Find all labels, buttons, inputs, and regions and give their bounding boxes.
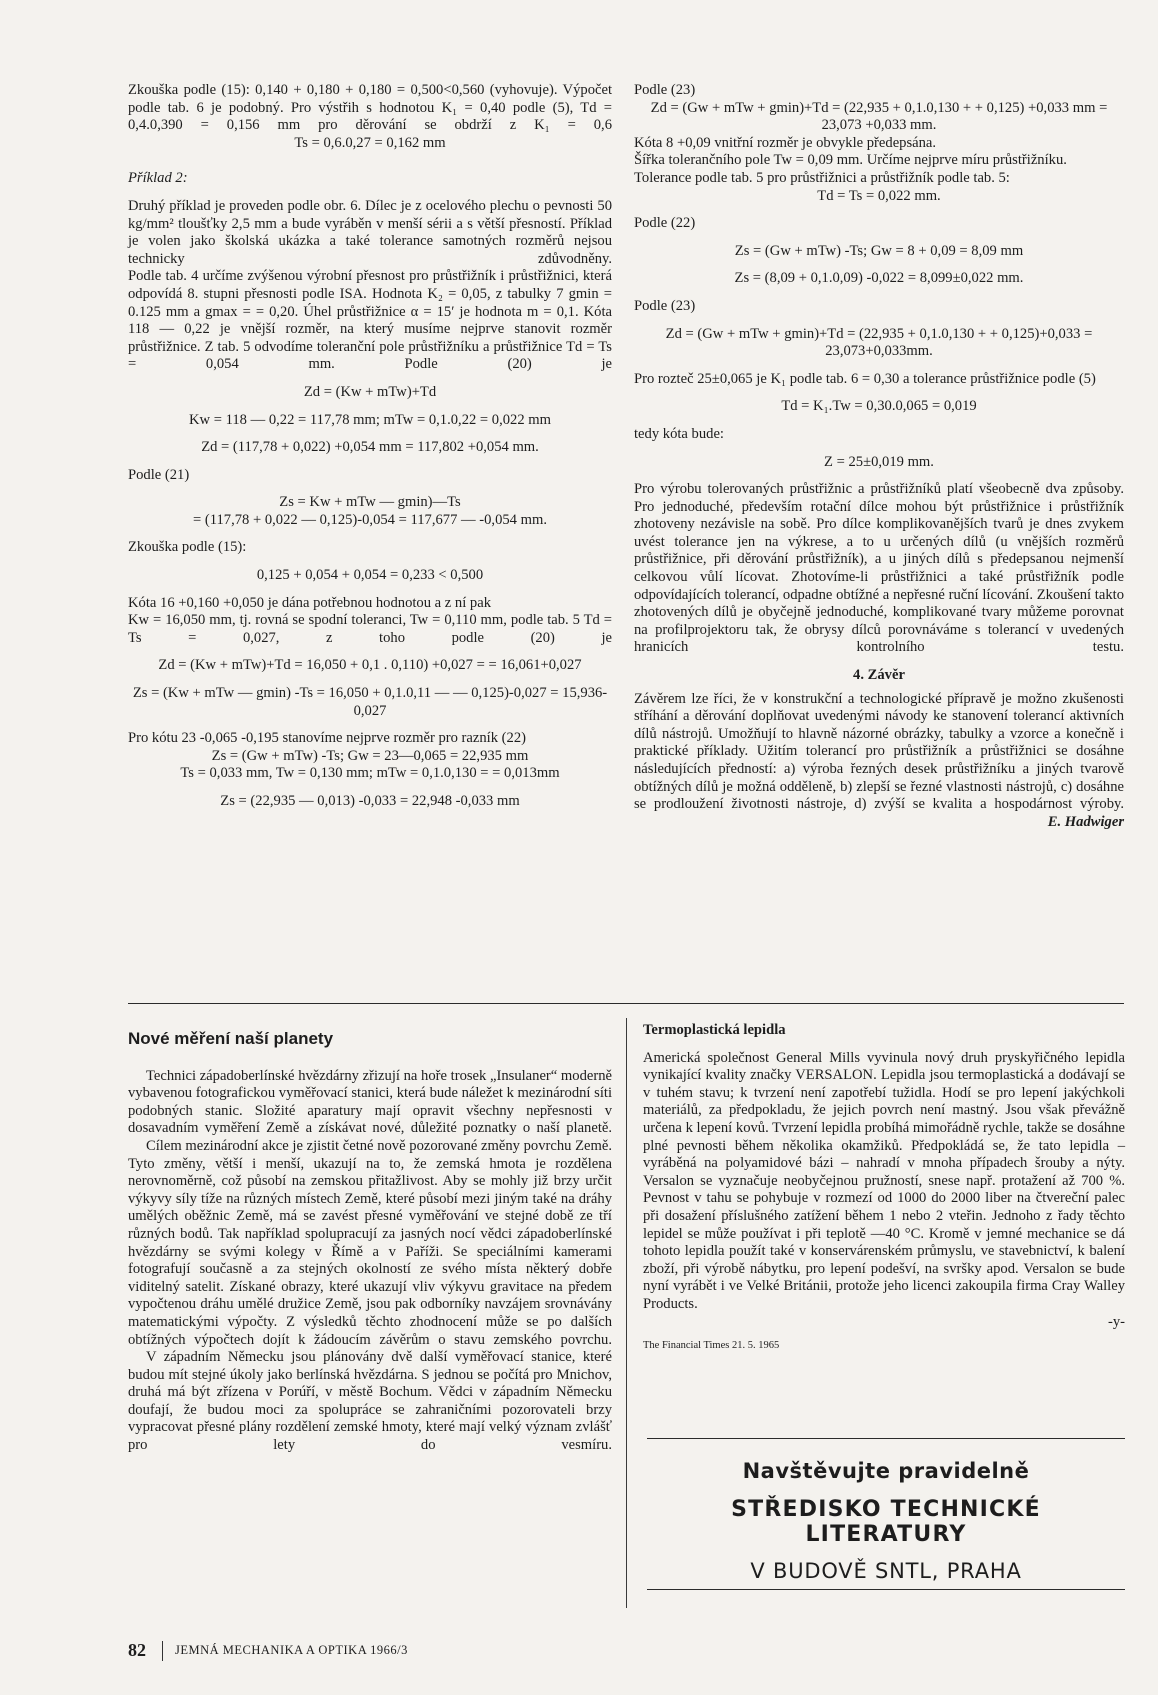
- advertisement-box: [647, 1438, 1125, 1590]
- ad-line-1: Navštěvujte pravidelně: [742, 1459, 1030, 1483]
- ad-line-2: STŘEDISKO TECHNICKÉ LITERATURY: [731, 1497, 1041, 1547]
- news-paragraph: Technici západoberlínské hvězdárny zřizují na hoře trosek „Insulaner“ moderně vybavenou fotografickou vyměřovací stanici, která bude náležet k mezinárodní síti podobných stanic. Složité aparatury mají opravit všechny nepřesnosti v dosavadním vyměření Země a získávat nové, důležité poznatky o naší planetě.: [128, 1067, 612, 1137]
- article-text-block: Zs = (Gw + mTw) -Ts; Gw = 23—0,065 = 22,935 mm: [211, 747, 529, 764]
- article-text-block: Pro kótu 23 -0,065 -0,195 stanovíme nejprve rozměr pro razník (22): [128, 730, 526, 747]
- article-text-block: Zd = (Gw + mTw + gmin)+Td = (22,935 + 0,1.0,130 + + 0,125)+0,033 = 23,073+0,033mm.: [665, 325, 1093, 360]
- article-text-block: Zs = (Kw + mTw — gmin) -Ts = 16,050 + 0,1.0,11 — — 0,125)-0,027 = 15,936-0,027: [132, 685, 608, 719]
- article-text-block: Podle (22): [634, 215, 696, 232]
- conclusion-heading: 4. Závěr: [853, 667, 905, 684]
- article-text-block: Zs = (Gw + mTw) -Ts; Gw = 8 + 0,09 = 8,09 mm: [734, 242, 1024, 259]
- page-number: 82: [128, 1640, 146, 1660]
- article-text-block: Zs = (22,935 — 0,013) -0,033 = 22,948 -0,033 mm: [220, 793, 520, 809]
- news-left-column: [128, 1030, 612, 1455]
- article-text-block: Pro výrobu tolerovaných průstřižnic a průstřižníků platí všeobecně dva způsoby. Pro jednoduché, především rotační dílce mohou být průstřižnice i průstřižník zhotoveny nezávisle na sobě. Pro dílce komplikovanějších tvarů je dnes zvykem uvést tolerance jen na výkrese, a to u určených dílů (u vnějších rozměrů průstřižnice, při děrování průstřižník), a u jiných dílů s předepsanou nejmenší celkovou vůlí lícovat. Zhotovíme-li průstřižnici a také průstřižník podle odpovídajících tolerancí, odpadne obtížné a nepřesné ruční lícování. Zkoušení takto zhotovených dílů je obyčejně jednoduché, komplikované tvary můžeme porovnat na profilprojektoru tak, že obrysy dílců porovnáváme s tolerancí v uvedených hranicích kontrolního testu.: [634, 481, 1124, 656]
- article-text-block: Kw = 118 — 0,22 = 117,78 mm; mTw = 0,1.0,22 = 0,022 mm: [188, 411, 551, 428]
- news-right-title: Termoplastická lepidla: [643, 1022, 786, 1038]
- article-text-block: Zs = (8,09 + 0,1.0,09) -0,022 = 8,099±0,022 mm.: [734, 270, 1024, 287]
- article-text-block: = (117,78 + 0,022 — 0,125)-0,054 = 117,677 — -0,054 mm.: [193, 511, 547, 528]
- news-right-source: The Financial Times 21. 5. 1965: [643, 1340, 780, 1352]
- section-rule: [128, 1003, 1124, 1004]
- article-text-block: Zd = (Kw + mTw)+Td = 16,050 + 0,1 . 0,110) +0,027 = = 16,061+0,027: [158, 657, 582, 674]
- news-right-column: [643, 1022, 1125, 1355]
- article-left-column: [128, 82, 612, 811]
- article-text-block: Druhý příklad je proveden podle obr. 6. Dílec je z ocelového plechu o pevnosti 50 kg/mm² tloušťky 2,5 mm a bude vyráběn v menší sérii a s větší přesností. Příklad je volen jako školská ukázka a také tolerance samotných rozměrů nejsou technicky zdůvodněny.: [128, 197, 612, 267]
- article-text-block: Td = K₁.Tw = 0,30.0,065 = 0,019: [781, 398, 977, 415]
- article-text-block: Td = Ts = 0,022 mm.: [817, 187, 941, 204]
- conclusion-text: Závěrem lze říci, že v konstrukční a technologické přípravě je možno zkušenosti stříhání a děrování doplňovat uvedenými návody ke stanovení tolerancí aktivních dílů nástrojů. Umožňují to hlavně názorné obrázky, tabulky a vzorce a konečně i praktické příklady. Užitím tolerancí pro průstřižník a průstřižnici se dosáhne následujících předností: a) výroba řezných desek průstřižníku a jiných tvarově obtížných dílů je možná odděleně, b) zlepší se řezné vlastnosti nástrojů, c) dosáhne se prodloužení životnosti nástroje, d) zvýší se kvalita a hospodárnost výroby.: [634, 690, 1124, 813]
- news-right-signature: -y-: [1107, 1313, 1125, 1330]
- news-left-body: [128, 1068, 612, 1455]
- footer-separator: [162, 1641, 163, 1661]
- news-paragraph: V západním Německu jsou plánovány dvě další vyměřovací stanice, které budou mít stejné úkoly jako berlínská hvězdárna. S jednou se počítá pro Mnichov, druhá má být zřízena v Porúří, v městě Bochum. Vědci v západním Německu doufají, že budou moci za spolupráce se zahraničními pozorovateli brzy vypracovat přesné plány rozdělení zemské hmoty, které mají velký význam zvlášť pro lety do vesmíru.: [128, 1349, 612, 1454]
- article-text-block: Podle tab. 4 určíme zvýšenou výrobní přesnost pro průstřižník i průstřižnici, která odpovídá 8. stupni přesnosti podle ISA. Hodnota K₂ = 0,05, z tabulky 7 gmin = 0.125 mm a gmax = = 0,20. Úhel průstřižnice α = 15′ je hodnota m = 0,1. Kóta 118 — 0,22 je vnější rozměr, na který musíme nejprve stanovit rozměr průstřižnice. Z tab. 5 odvodíme toleranční pole průstřižníku a průstřižnice Td = Ts = 0,054 mm. Podle (20) je: [128, 268, 612, 373]
- article-text-block: Zs = Kw + mTw — gmin)—Ts: [279, 494, 461, 511]
- article-text-block: Kóta 8 +0,09 vnitřní rozměr je obvykle předepsána.: [634, 134, 937, 151]
- article-text-block: Zd = (117,78 + 0,022) +0,054 mm = 117,802 +0,054 mm.: [201, 439, 539, 456]
- article-text-block: Šířka tolerančního pole Tw = 0,09 mm. Určíme nejprve míru průstřižníku. Tolerance podle tab. 5 pro průstřižnici a průstřižník podle tab. 5:: [634, 152, 1067, 186]
- column-divider: [626, 1018, 627, 1608]
- news-left-title: Nové měření naší planety: [128, 1029, 334, 1048]
- article-text-block: tedy kóta bude:: [634, 425, 724, 442]
- article-text-block: Ts = 0,6.0,27 = 0,162 mm: [294, 134, 446, 151]
- news-right-text: Americká společnost General Mills vyvinula nový druh pryskyřičného lepidla vynikající kvality značky VERSALON. Lepidla jsou termoplastická a dodávají se v tuhém stavu; k tvrzení není zapotřebí tužidla. Hodí se pro lepení jakýchkoli materiálů, za předpokladu, že jejich povrch není mastný. Jsou však převážně určena k lepení kovů. Tvrzení lepidla probíhá mimořádně rychle, takže se dosáhne plné pevnosti během několika okamžiků. Předpokládá se, že tato lepidla – vyráběná na polyamidové bázi – nahradí v mnoha případech šrouby a nýty. Versalon se vyznačuje neobyčejnou pružností, snese např. protažení až 700 %. Pevnost v tahu se pohybuje v rozmezí od 1000 do 2000 liber na čtvereční palec při dosažení příslušného zatížení během 1 nebo 2 vteřin. Jednoho z řady těchto lepidel se může používat i při teplotě —40 °C. Kromě v jemné mechanice se dá tohoto lepidla použít také v konservárenském průmyslu, ve stavebnictví, k balení zboží, při výrobě nábytku, pro lepení podešví, na svršky apod. Versalon se bude nyní vyrábět i ve Velké Británii, protože jeho licenci zakoupila firma Cray Walley Products.: [643, 1049, 1125, 1312]
- article-text-block: Pro rozteč 25±0,065 je K₁ podle tab. 6 = 0,30 a tolerance průstřižnice podle (5): [634, 370, 1096, 387]
- article-text-block: Kóta 16 +0,160 +0,050 je dána potřebnou hodnotou a z ní pak: [128, 594, 491, 611]
- article-text-block: Z = 25±0,019 mm.: [824, 453, 934, 470]
- article-text-block: Příklad 2:: [128, 170, 188, 187]
- page-footer: [128, 1640, 408, 1661]
- article-text-block: Zd = (Gw + mTw + gmin)+Td = (22,935 + 0,1.0,130 + + 0,125) +0,033 mm = 23,073 +0,033 mm.: [650, 99, 1108, 134]
- article-text-block: Podle (23): [634, 82, 696, 98]
- article-text-block: Zkouška podle (15):: [128, 539, 247, 556]
- article-text-block: 0,125 + 0,054 + 0,054 = 0,233 < 0,500: [256, 567, 484, 584]
- news-paragraph: Cílem mezinárodní akce je zjistit četné nově pozorované změny povrchu Země. Tyto změny, větší i menší, ukazují na to, že zemská hmota je rozdělena nerovnoměrně, což působí na zemskou přitažlivost. Aby se mohly již brzy určit výkyvy síly tíže na různých místech Země, které působí mezi jiným také na dráhy umělých oběžnic Země, má se zavést přesné vyměřování ve stejné době ze tří různých bodů. Tak například spolupracují za jasných nocí vědci západoberlínské hvězdárny se svými kolegy v Římě a v Paříži. Se speciálními kamerami fotografují současně a za stejných okolností ze svého místa některý dobře viditelný satelit. Získané obrazy, které ukazují vliv výkyvu gravitace na předem vypočtenou dráhu umělé družice Země, jsou pak odborníky navzájem srovnávány matematickými výpočty. Z výsledků těchto zhodnocení může se po dalších obtížných výpočtech dojít k žádoucím závěrům o stavu zemského povrchu.: [128, 1137, 612, 1348]
- article-text-block: Kw = 16,050 mm, tj. rovná se spodní toleranci, Tw = 0,110 mm, podle tab. 5 Td = Ts = 0,027, z toho podle (20) je: [128, 612, 612, 646]
- article-text-block: Podle (21): [128, 466, 190, 483]
- ad-line-3: V BUDOVĚ SNTL, PRAHA: [750, 1559, 1022, 1583]
- article-text-block: Ts = 0,033 mm, Tw = 0,130 mm; mTw = 0,1.0,130 = = 0,013mm: [180, 765, 560, 782]
- article-right-items: [634, 82, 1124, 657]
- journal-name: JEMNÁ MECHANIKA A OPTIKA 1966/3: [175, 1643, 408, 1657]
- article-right-column: [634, 82, 1124, 831]
- article-text-block: Zd = (Kw + mTw)+Td: [303, 383, 437, 400]
- article-author: E. Hadwiger: [1047, 813, 1124, 830]
- article-text-block: Zkouška podle (15): 0,140 + 0,180 + 0,180 = 0,500<0,560 (vyhovuje). Výpočet podle tab. 6 je podobný. Pro výstřih s hodnotou K₁ = 0,40 podle (5), Td = 0,4.0,390 = 0,156 mm pro děrování se obdrží z K₁ = 0,6: [128, 82, 612, 134]
- article-text-block: Podle (23): [634, 297, 696, 314]
